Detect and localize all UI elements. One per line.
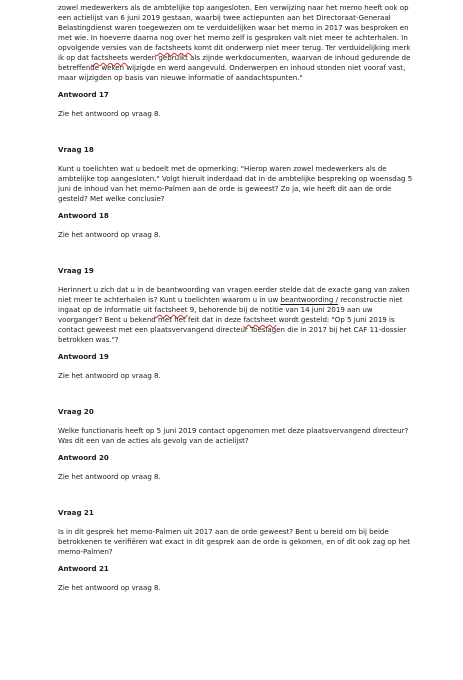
intro-text: komt dit onderwerp niet meer terug. Ter verduidelijking merk ik op dat	[58, 43, 411, 62]
question-19-text-part: Herinnert u zich dat u in de beantwoording van vragen eerder stelde dat de exacte gang van zaken niet meer te achterhalen is? Kunt u toelichten waarom u in uw	[58, 285, 410, 304]
answer-21-text: Zie het antwoord op vraag 8.	[58, 583, 161, 592]
spellcheck-term: factsheets	[155, 43, 192, 52]
question-19-heading: Vraag 19	[58, 266, 94, 275]
question-18-text: Kunt u toelichten wat u bedoelt met de opmerking: "Hierop waren zowel medewerkers als de ambtelijke top aangesloten." Volgt hieruit inderdaad dat in de ambtelijke bespreking op woensdag 5 juni de inhoud van het memo-Palmen aan de orde is geweest? Zo ja, wie heeft dit aan de orde gesteld? Met welke conclusie?	[58, 164, 413, 203]
answer-20-text: Zie het antwoord op vraag 8.	[58, 472, 161, 481]
spellcheck-term: factsheets	[91, 53, 128, 62]
intro-text: zowel medewerkers als de ambtelijke top aangesloten. Een verwijzing naar het memo heeft ook op een actielijst van 6 juni 2019 gestaan, waarbij twee actiepunten aan het Directoraat-Generaal Belastingdienst waren toegewezen om te verduidelijken waar het memo in 2017 was besproken en met wie. In hoeverre daarna nog over het memo zelf is gesproken valt niet meer te achterhalen. In opvolgende versies van de	[58, 3, 409, 52]
document-page	[58, 0, 418, 593]
intro-paragraph	[58, 3, 418, 83]
question-20-text: Welke functionaris heeft op 5 juni 2019 contact opgenomen met deze plaatsvervangend directeur? Was dit een van de acties als gevolg van de actielijst?	[58, 426, 409, 445]
answer-19-heading: Antwoord 19	[58, 352, 109, 361]
answer-19-text: Zie het antwoord op vraag 8.	[58, 371, 161, 380]
question-19-text-part: 9, behorende bij de notitie van 14 juni 2019 aan uw voorganger? Bent u bekend met het feit dat in deze	[58, 305, 373, 324]
question-20-heading: Vraag 20	[58, 407, 94, 416]
spellcheck-term: factsheet	[154, 305, 188, 314]
answer-20-heading: Antwoord 20	[58, 453, 109, 462]
question-21-text: Is in dit gesprek het memo-Palmen uit 2017 aan de orde geweest? Bent u bereid om bij beide betrokkenen te verifiëren wat exact in dit gesprek aan de orde is gekomen, en of dit ook zag op het memo-Palmen?	[58, 527, 411, 556]
question-18-heading: Vraag 18	[58, 145, 94, 154]
intro-text: werden gebruikt als zijnde werkdocumenten, waarvan de inhoud gedurende de betreffende weken wijzigde en werd aangevuld. Onderwerpen en inhoud stonden niet vooraf vast, maar wijzigden op basis van nieuwe informatie of aandachtspunten."	[58, 53, 411, 82]
question-21-heading: Vraag 21	[58, 508, 94, 517]
answer-18-text: Zie het antwoord op vraag 8.	[58, 230, 161, 239]
answer-17-text: Zie het antwoord op vraag 8.	[58, 109, 161, 118]
spellcheck-term: factsheet	[243, 315, 277, 324]
answer-17-heading: Antwoord 17	[58, 90, 109, 99]
question-19-text-part: wordt gesteld: "Op 5 juni 2019 is contact geweest met een plaatsvervangend directeur Toeslagen die in 2017 bij het CAF 11-dossier betrokken was."?	[58, 315, 407, 344]
spellcheck-term: beantwoording /	[280, 295, 338, 304]
answer-21-heading: Antwoord 21	[58, 564, 109, 573]
question-19-text-part: reconstructie niet ingaat op de informatie uit	[58, 295, 403, 314]
question-19-text	[58, 285, 418, 345]
answer-18-heading: Antwoord 18	[58, 211, 109, 220]
